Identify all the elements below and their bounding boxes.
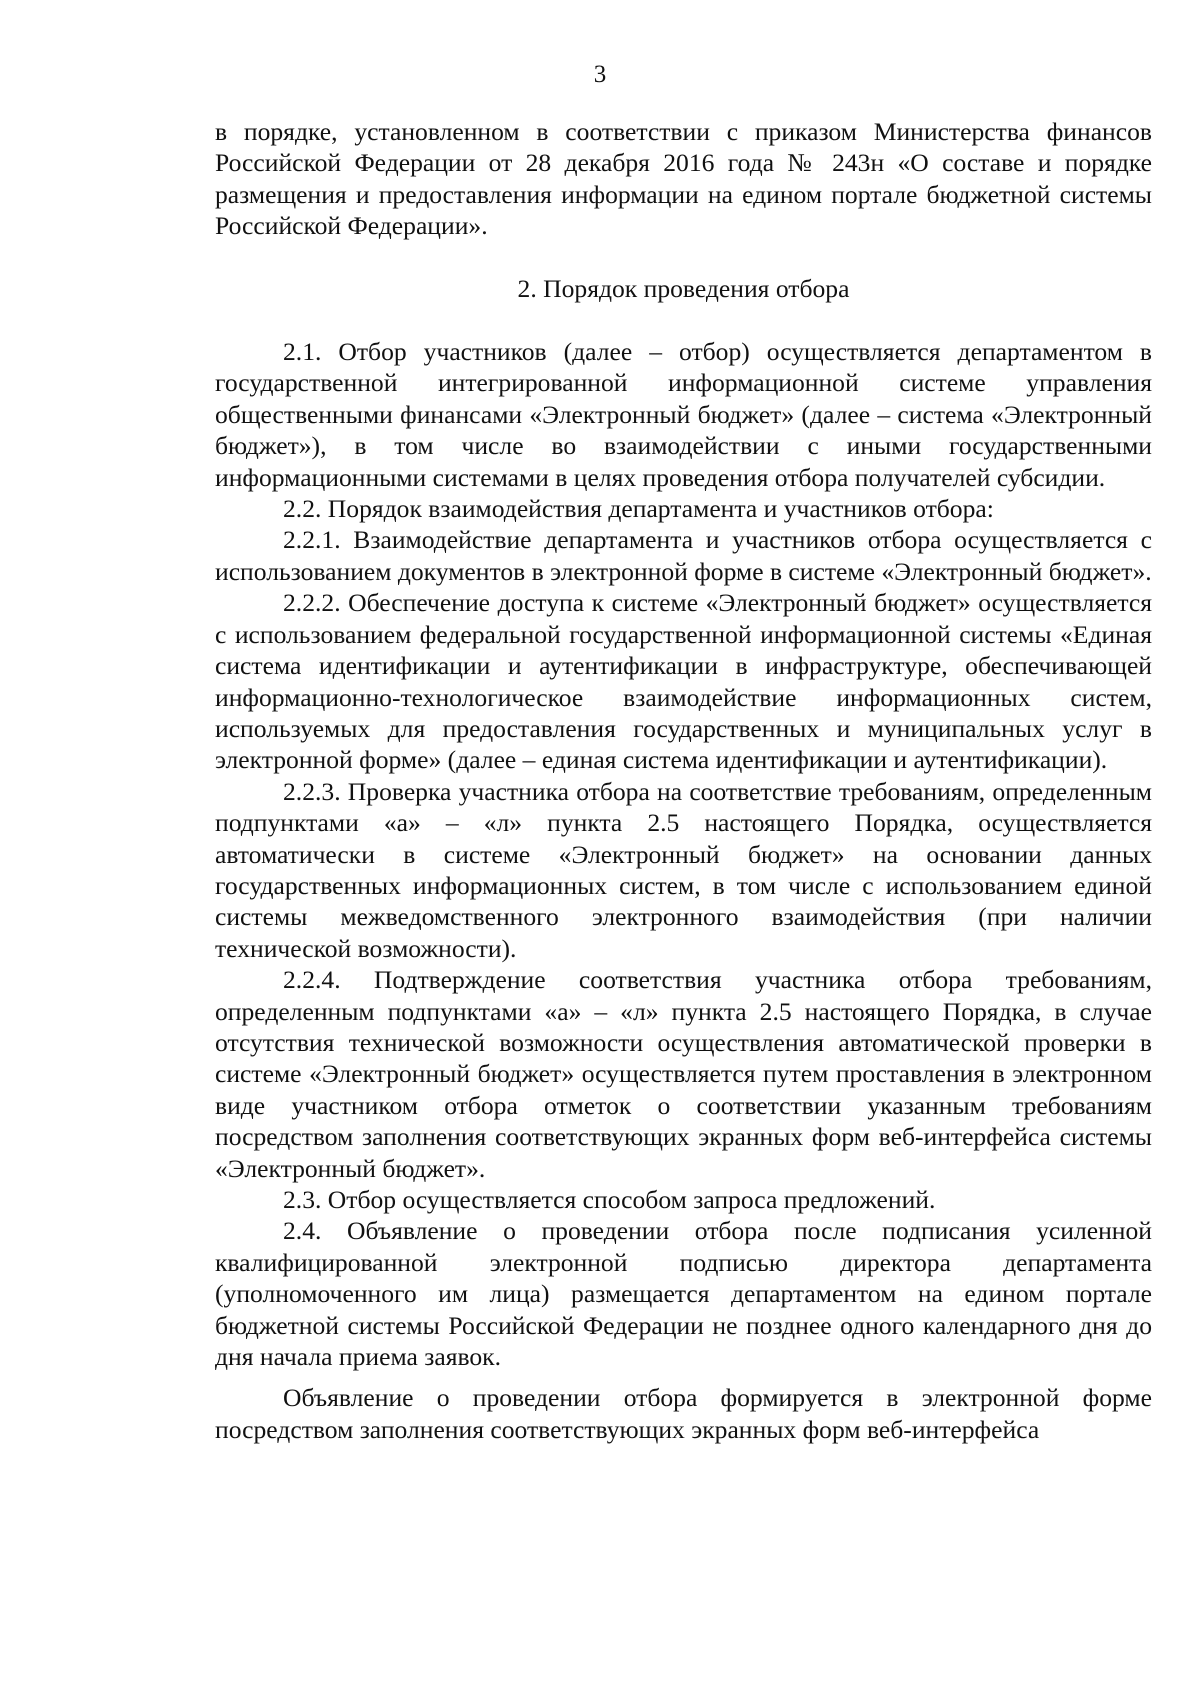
page-number: 3 xyxy=(593,61,607,88)
paragraph-2-2-4: 2.2.4. Подтверждение соответствия участника отбора требованиям, определенным подпунктами «а» – «л» пункта 2.5 настоящего Порядка, в случае отсутствия технической возможности осуществления автоматической проверки в системе «Электронный бюджет» осуществляется путем проставления в электронном виде участником отбора отметок о соответствии указанным требованиям посредством заполнения соответствующих экранных форм веб-интерфейса системы «Электронный бюджет». xyxy=(215,965,1152,1183)
paragraph-intro-continuation: в порядке, установленном в соответствии с приказом Министерства финансов Российской Федерации от 28 декабря 2016 года № 243н «О составе и порядке размещения и предоставления информации на едином портале бюджетной системы Российской Федерации». xyxy=(215,117,1152,241)
paragraph-2-3: 2.3. Отбор осуществляется способом запроса предложений. xyxy=(283,1185,936,1214)
section-heading: 2. Порядок проведения отбора xyxy=(517,273,850,303)
document-body xyxy=(215,116,1152,1445)
paragraph-2-1: 2.1. Отбор участников (далее – отбор) осуществляется департаментом в государственной интегрированной информационной системе управления общественными финансами «Электронный бюджет» (далее – система «Электронный бюджет»), в том числе во взаимодействии с иными государственными информационными системами в целях проведения отбора получателей субсидии. xyxy=(215,337,1152,492)
paragraph-announcement: Объявление о проведении отбора формируется в электронной форме посредством заполнения соответствующих экранных форм веб-интерфейса xyxy=(215,1383,1152,1444)
paragraph-2-4: 2.4. Объявление о проведении отбора после подписания усиленной квалифицированной электронной подписью директора департамента (уполномоченного им лица) размещается департаментом на едином портале бюджетной системы Российской Федерации не позднее одного календарного дня до дня начала приема заявок. xyxy=(215,1216,1152,1372)
paragraph-2-2-3: 2.2.3. Проверка участника отбора на соответствие требованиям, определенным подпунктами «а» – «л» пункта 2.5 настоящего Порядка, осуществляется автоматически в системе «Электронный бюджет» на основании данных государственных информационных систем, в том числе с использованием единой системы межведомственного электронного взаимодействия (при наличии технической возможности). xyxy=(215,776,1152,963)
paragraph-2-2: 2.2. Порядок взаимодействия департамента и участников отбора: xyxy=(283,494,994,524)
paragraph-2-2-1: 2.2.1. Взаимодействие департамента и участников отбора осуществляется с использованием документов в электронной форме в системе «Электронный бюджет». xyxy=(215,525,1152,586)
paragraph-2-2-2: 2.2.2. Обеспечение доступа к системе «Электронный бюджет» осуществляется с использованием федеральной государственной информационной системы «Единая система идентификации и аутентификации в инфраструктуре, обеспечивающей информационно-технологическое взаимодействие информационных систем, используемых для предоставления государственных и муниципальных услуг в электронной форме» (далее – единая система идентификации и аутентификации). xyxy=(215,588,1152,775)
